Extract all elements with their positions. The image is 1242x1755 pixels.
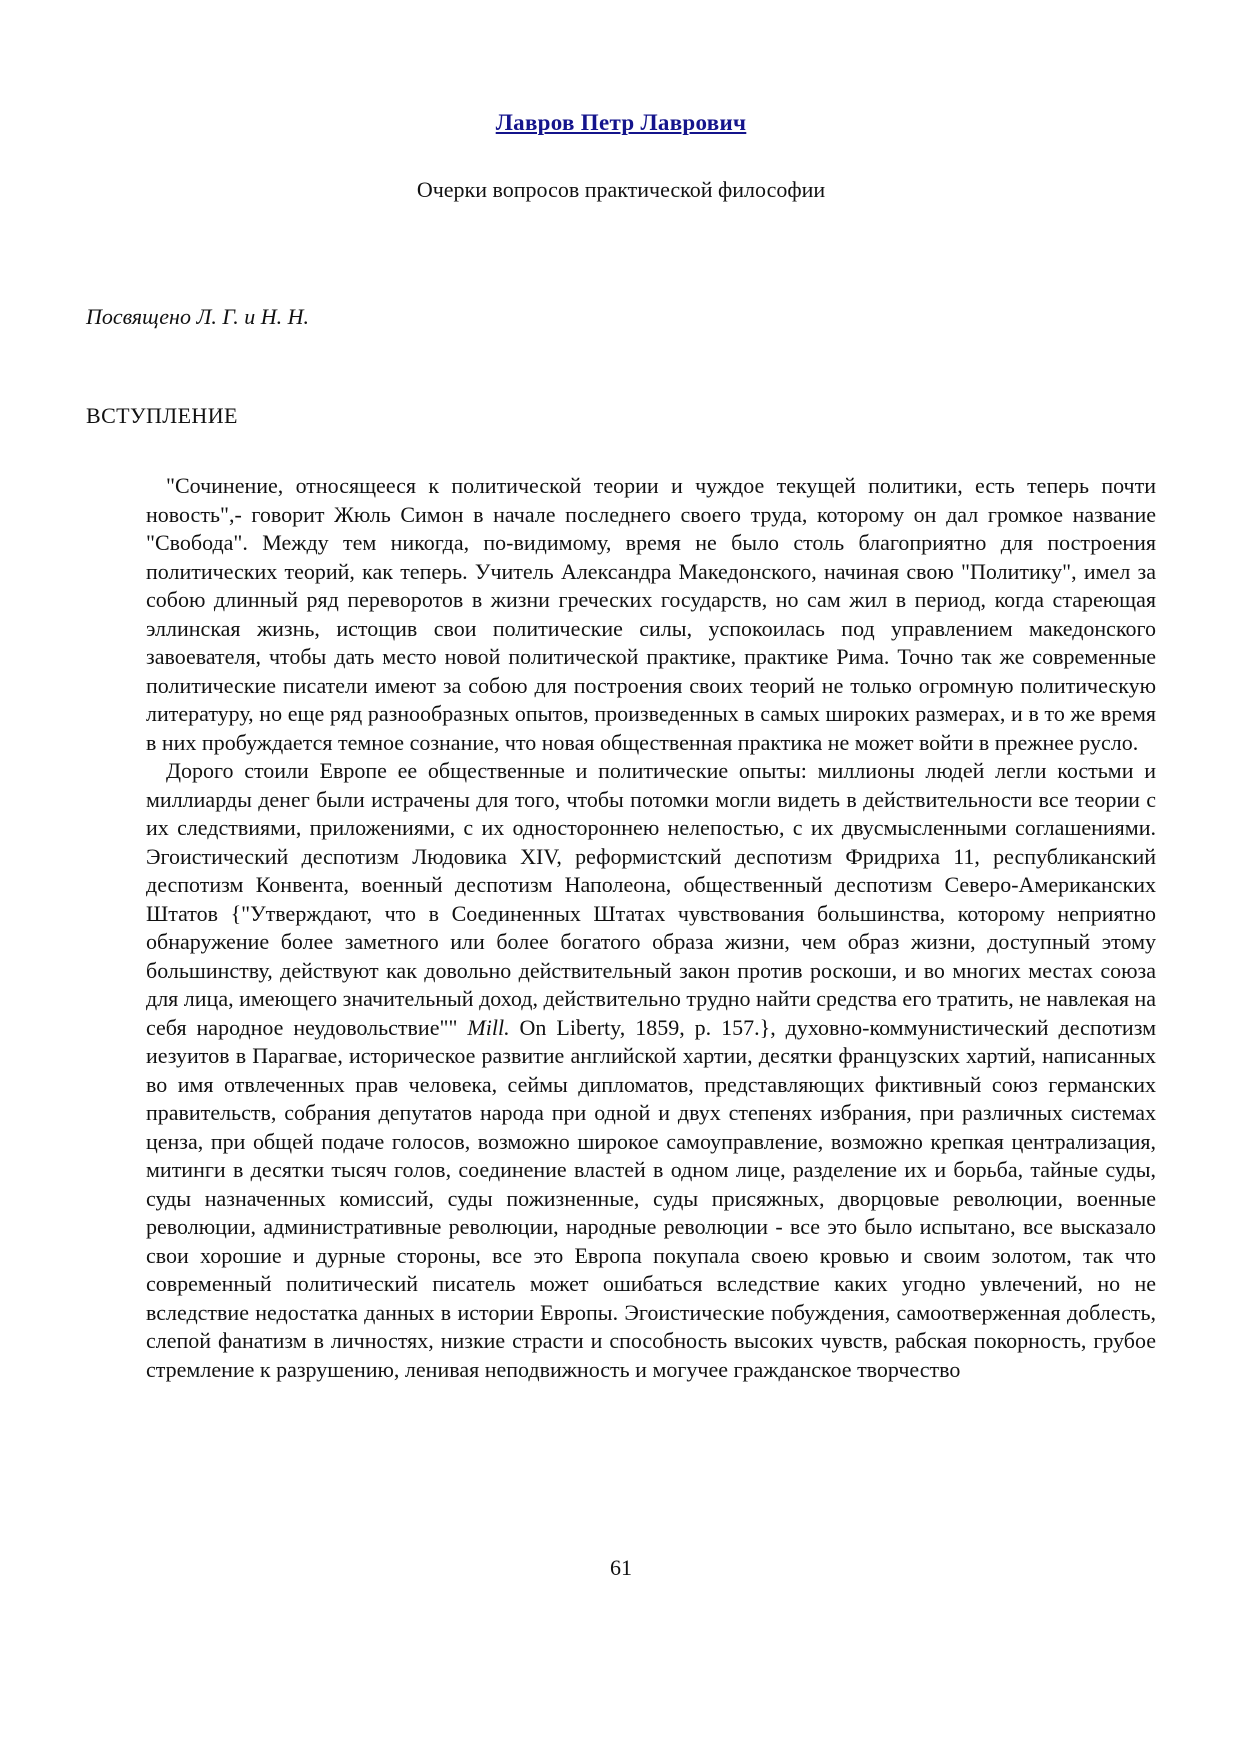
body-text: [146, 472, 1156, 1384]
paragraph-text: Дорого стоили Европе ее общественные и политические опыты: миллионы людей легли костьми и миллиарды денег были истрачены для того, чтобы потомки могли видеть в действительности все теории с их следствиями, приложениями, с их одностороннею нелепостью, с их двусмысленными соглашениями. Эгоистический деспотизм Людовика XIV, реформистский деспотизм Фридриха 11, республиканский деспотизм Конвента, военный деспотизм Наполеона, общественный деспотизм Северо-Американских Штатов {"Утверждают, что в Соединенных Штатах чувствования большинства, которому неприятно обнаружение более заметного или более богатого образа жизни, чем образ жизни, доступный этому большинству, действуют как довольно действительный закон против роскоши, и во многих местах союза для лица, имеющего значительный доход, действительно трудно найти средства его тратить, не навлекая на себя народное неудовольствие"": [146, 758, 1156, 1040]
dedication: Посвящено Л. Г. и Н. Н.: [86, 304, 310, 329]
paragraph: "Сочинение, относящееся к политической теории и чуждое текущей политики, есть теперь почти новость",- говорит Жюль Симон в начале последнего своего труда, которому он дал громкое название "Свобода". Между тем никогда, по-видимому, время не было столь благоприятно для построения политических теорий, как теперь. Учитель Александра Македонского, начиная свою "Политику", имел за собою длинный ряд переворотов в жизни греческих государств, но сам жил в период, когда стареющая эллинская жизнь, истощив свои политические силы, успокоилась под управлением македонского завоевателя, чтобы дать место новой политической практике, практике Рима. Точно так же современные политические писатели имеют за собою для построения своих теорий не только огромную политическую литературу, но еще ряд разнообразных опытов, произведенных в самых широких размерах, и в то же время в них пробуждается темное сознание, что новая общественная практика не может войти в прежнее русло.: [146, 473, 1156, 755]
author-link[interactable]: Лавров Петр Лаврович: [495, 110, 747, 135]
section-heading: ВСТУПЛЕНИЕ: [86, 403, 238, 428]
footnote-author: Mill.: [467, 1014, 510, 1040]
paragraph-text: On Liberty, 1859, p. 157.}, духовно-коммунистический деспотизм иезуитов в Парагвае, историческое развитие английской хартии, десятки французских хартий, написанных во имя отвлеченных прав человека, сеймы дипломатов, представляющих фиктивный союз германских правительств, собрания депутатов народа при одной и двух степенях избрания, при различных системах ценза, при общей подаче голосов, возможно широкое самоуправление, возможно крепкая централизация, митинги в десятки тысяч голов, соединение властей в одном лице, разделение их и борьба, тайные суды, суды назначенных комиссий, суды пожизненные, суды присяжных, дворцовые революции, военные революции, административные революции, народные революции - все это было испытано, все высказало свои хорошие и дурные стороны, все это Европа покупала своею кровью и своим золотом, так что современный политический писатель может ошибаться вследствие каких угодно увлечений, но не вследствие недостатка данных в истории Европы. Эгоистические побуждения, самоотверженная доблесть, слепой фанатизм в личностях, низкие страсти и способность высоких чувств, рабская покорность, грубое стремление к разрушению, ленивая неподвижность и могучее гражданское творчество: [146, 1014, 1156, 1382]
page-number: 61: [610, 1555, 632, 1580]
paragraph: [146, 757, 1156, 1384]
book-title: Очерки вопросов практической философии: [416, 177, 826, 202]
